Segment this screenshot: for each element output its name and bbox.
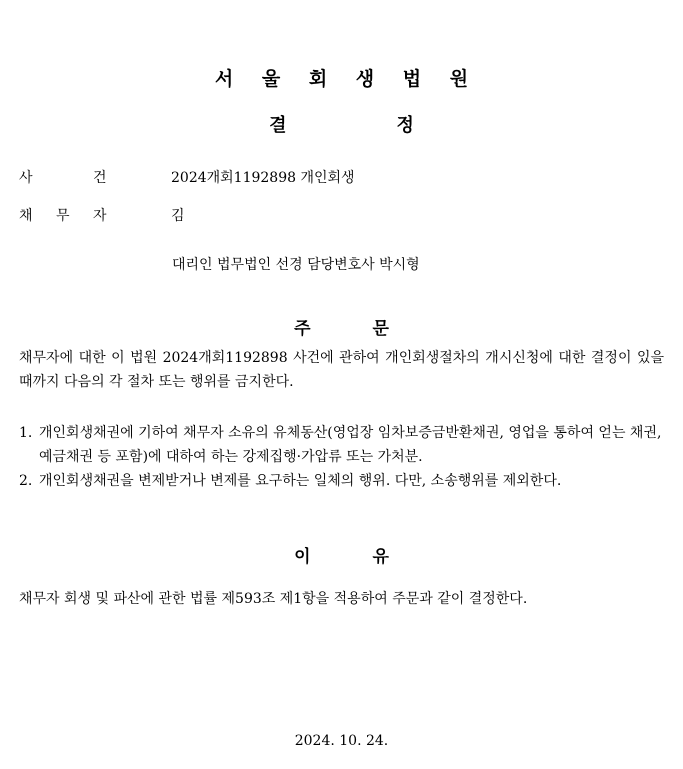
case-label-right: 건 [93,170,107,186]
order-heading [0,314,683,339]
debtor-row [19,205,185,225]
order-item-text: 개인회생채권에 기하여 채무자 소유의 유체동산(영업장 임차보증금반환채권, 영업을 통하여 얻는 채권, 예금채권 등 포함)에 대하여 하는 강제집행·가압류 또는 가처분. [39,425,662,465]
order-heading-right: 문 [372,319,389,339]
debtor-label-2: 무 [56,208,70,224]
decision-date: 2024. 10. 24. [294,733,389,749]
reason-heading [0,542,683,567]
court-name: 서 울 회 생 법 원 [214,68,480,90]
order-heading-left: 주 [294,319,311,339]
decision-title-right: 정 [396,115,414,136]
legal-agent: 대리인 법무법인 선경 담당변호사 박시형 [172,257,420,273]
order-intro: 채무자에 대한 이 법원 2024개회1192898 사건에 관하여 개인회생절차의 개시신청에 대한 결정이 있을 때까지 다음의 각 절차 또는 행위를 금지한다. [19,350,664,390]
debtor-label-3: 자 [93,208,107,224]
order-item [19,421,664,469]
order-item-number: 1. [19,425,33,441]
debtor-label-1: 채 [19,208,33,224]
order-item-text: 개인회생채권을 변제받거나 변제를 요구하는 일체의 행위. 다만, 소송행위를 제외한다. [39,473,562,489]
case-number: 2024개회1192898 개인회생 [171,170,355,186]
case-row [19,167,355,187]
case-label [19,167,171,187]
case-label-left: 사 [19,170,33,186]
order-item-number: 2. [19,473,33,489]
decision-title-left: 결 [269,115,287,136]
reason-text: 채무자 회생 및 파산에 관한 법률 제593조 제1항을 적용하여 주문과 같이 결정한다. [19,591,528,607]
debtor-name: 김 [171,208,185,224]
order-items-list [19,421,664,493]
order-item [19,469,664,493]
reason-heading-left: 이 [294,547,311,567]
reason-heading-right: 유 [372,547,389,567]
debtor-label [19,205,171,225]
decision-title [0,111,683,137]
